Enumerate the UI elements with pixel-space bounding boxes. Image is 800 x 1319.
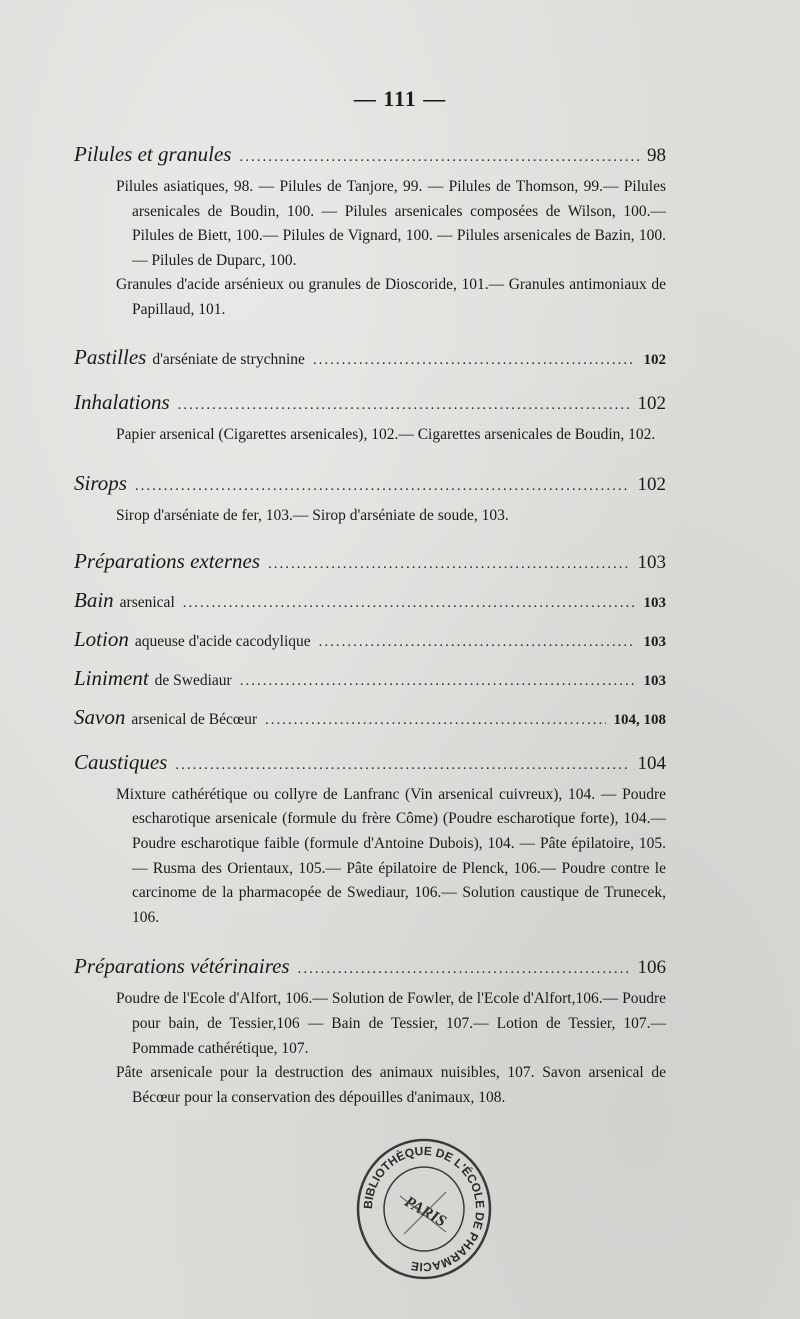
toc-entry-page: 103	[643, 672, 666, 689]
toc-entry-page: 103	[643, 633, 666, 650]
toc-entry-page: 102	[637, 474, 666, 496]
stamp-inner-text: PARIS	[401, 1193, 450, 1231]
toc-entry-page: 103	[637, 551, 666, 573]
library-stamp	[354, 1136, 494, 1282]
toc-subentry-paragraph: Mixture cathérétique ou collyre de Lanfranc (Vin arsenical cuivreux), 104. — Poudre escharotique arsenicale (formule du frère Côme) (Poudre escharotique forte), 104.— Poudre escharotique faible (formule d'Antoine Dubois), 104. — Pâte épilatoire, 105.— Rusma des Orientaux, 105.— Pâte épilatoire de Plenck, 106.— Poudre contre le carcinome de la pharmacopée de Swediaur, 106.— Solution caustique de Trunecek, 106.	[116, 785, 666, 926]
toc-entry-page: 106	[637, 957, 666, 979]
toc-section	[74, 588, 666, 613]
toc-entry-title: Préparations vétérinaires	[74, 954, 290, 979]
toc-subentry-paragraph: Pilules asiatiques, 98. — Pilules de Tanjore, 99. — Pilules de Thomson, 99.— Pilules arsenicales de Boudin, 100. — Pilules arsenicales composées de Wilson, 100.— Pilules de Biett, 100.— Pilules de Vignard, 100. — Pilules arsenicales de Bazin, 100. — Pilules de Duparc, 100.	[116, 178, 666, 269]
toc-entry-page: 103	[643, 594, 666, 611]
toc-subentries	[116, 504, 666, 529]
toc-section	[74, 549, 666, 574]
toc-entry-title: Savon	[74, 704, 126, 729]
toc-entry-description: aqueuse d'acide cacodylique	[134, 632, 311, 650]
toc-subentry-paragraph: Granules d'acide arsénieux ou granules de Dioscoride, 101.— Granules antimoniaux de Papillaud, 101.	[116, 276, 666, 318]
toc-section	[74, 666, 666, 691]
toc-section	[74, 627, 666, 652]
toc-section	[74, 954, 666, 1110]
toc-section	[74, 390, 666, 448]
toc-entry-page: 104, 108	[613, 711, 666, 728]
dot-leader	[313, 352, 636, 369]
dot-leader	[298, 961, 630, 978]
toc-subentry-paragraph: Pâte arsenicale pour la destruction des animaux nuisibles, 107. Savon arsenical de Bécœur pour la conservation des dépouilles d'animaux, 108.	[116, 1064, 666, 1106]
dot-leader	[135, 478, 630, 495]
toc-entry	[74, 627, 666, 652]
toc-entry-title: Pilules et granules	[74, 142, 232, 166]
toc-entry-title: Lotion	[74, 626, 129, 651]
toc-entry-description: de Swediaur	[154, 671, 232, 689]
dot-leader	[239, 149, 639, 166]
toc-subentries	[116, 175, 666, 323]
dot-leader	[175, 757, 629, 774]
dot-leader	[178, 397, 630, 414]
toc-section	[74, 750, 666, 931]
toc-entry	[74, 750, 666, 775]
toc-entry	[74, 142, 666, 167]
toc-entry	[74, 345, 666, 370]
dot-leader	[183, 595, 636, 612]
toc-entry	[74, 705, 666, 730]
toc-entry-description: arsenical de Bécœur	[131, 710, 257, 728]
dot-leader	[265, 712, 606, 729]
toc-entry-title: Sirops	[74, 471, 127, 496]
toc-section	[74, 142, 666, 323]
toc-entry-page: 102	[643, 351, 666, 368]
toc-subentry-paragraph: Sirop d'arséniate de fer, 103.— Sirop d'arséniate de soude, 103.	[116, 507, 509, 525]
toc-entry-title: Pastilles	[74, 344, 147, 369]
toc-entry	[74, 954, 666, 979]
toc-entry	[74, 471, 666, 496]
toc-entry-title: Liniment	[74, 665, 149, 690]
toc-entry-page: 104	[637, 752, 666, 774]
toc-entry-title: Préparations externes	[74, 548, 261, 573]
toc-entry-title: Caustiques	[74, 749, 168, 774]
toc-entry	[74, 666, 666, 691]
toc-subentry-paragraph: Papier arsenical (Cigarettes arsenicales), 102.— Cigarettes arsenicales de Boudin, 102.	[116, 425, 656, 443]
toc-entry	[74, 390, 666, 415]
toc-entry	[74, 588, 666, 613]
toc-entry-title: Bain	[74, 587, 114, 612]
toc-subentries	[116, 987, 666, 1110]
toc-entry-page: 98	[647, 145, 666, 166]
toc-section	[74, 705, 666, 730]
toc-entry-title: Inhalations	[74, 389, 170, 414]
dot-leader	[268, 556, 629, 573]
page-number: — 111 —	[353, 86, 447, 111]
toc-entry-description: arsenical	[119, 593, 175, 611]
toc-subentries	[116, 783, 666, 931]
dot-leader	[240, 673, 636, 690]
toc-entry-page: 102	[637, 392, 666, 414]
toc-section	[74, 471, 666, 529]
dot-leader	[319, 634, 636, 651]
toc-subentry-paragraph: Poudre de l'Ecole d'Alfort, 106.— Solution de Fowler, de l'Ecole d'Alfort,106.— Poudre pour bain, de Tessier,106 — Bain de Tessier, 107.— Lotion de Tessier, 107.— Pommade cathérétique, 107.	[116, 990, 666, 1057]
table-of-contents	[74, 126, 666, 1110]
toc-entry	[74, 549, 666, 574]
toc-section	[74, 345, 666, 370]
toc-subentries	[116, 423, 666, 448]
stamp-outer-text: BIBLIOTHÈQUE DE L'ÉCOLE DE PHARMACIE	[360, 1143, 488, 1275]
toc-entry-description: d'arséniate de strychnine	[152, 350, 305, 368]
